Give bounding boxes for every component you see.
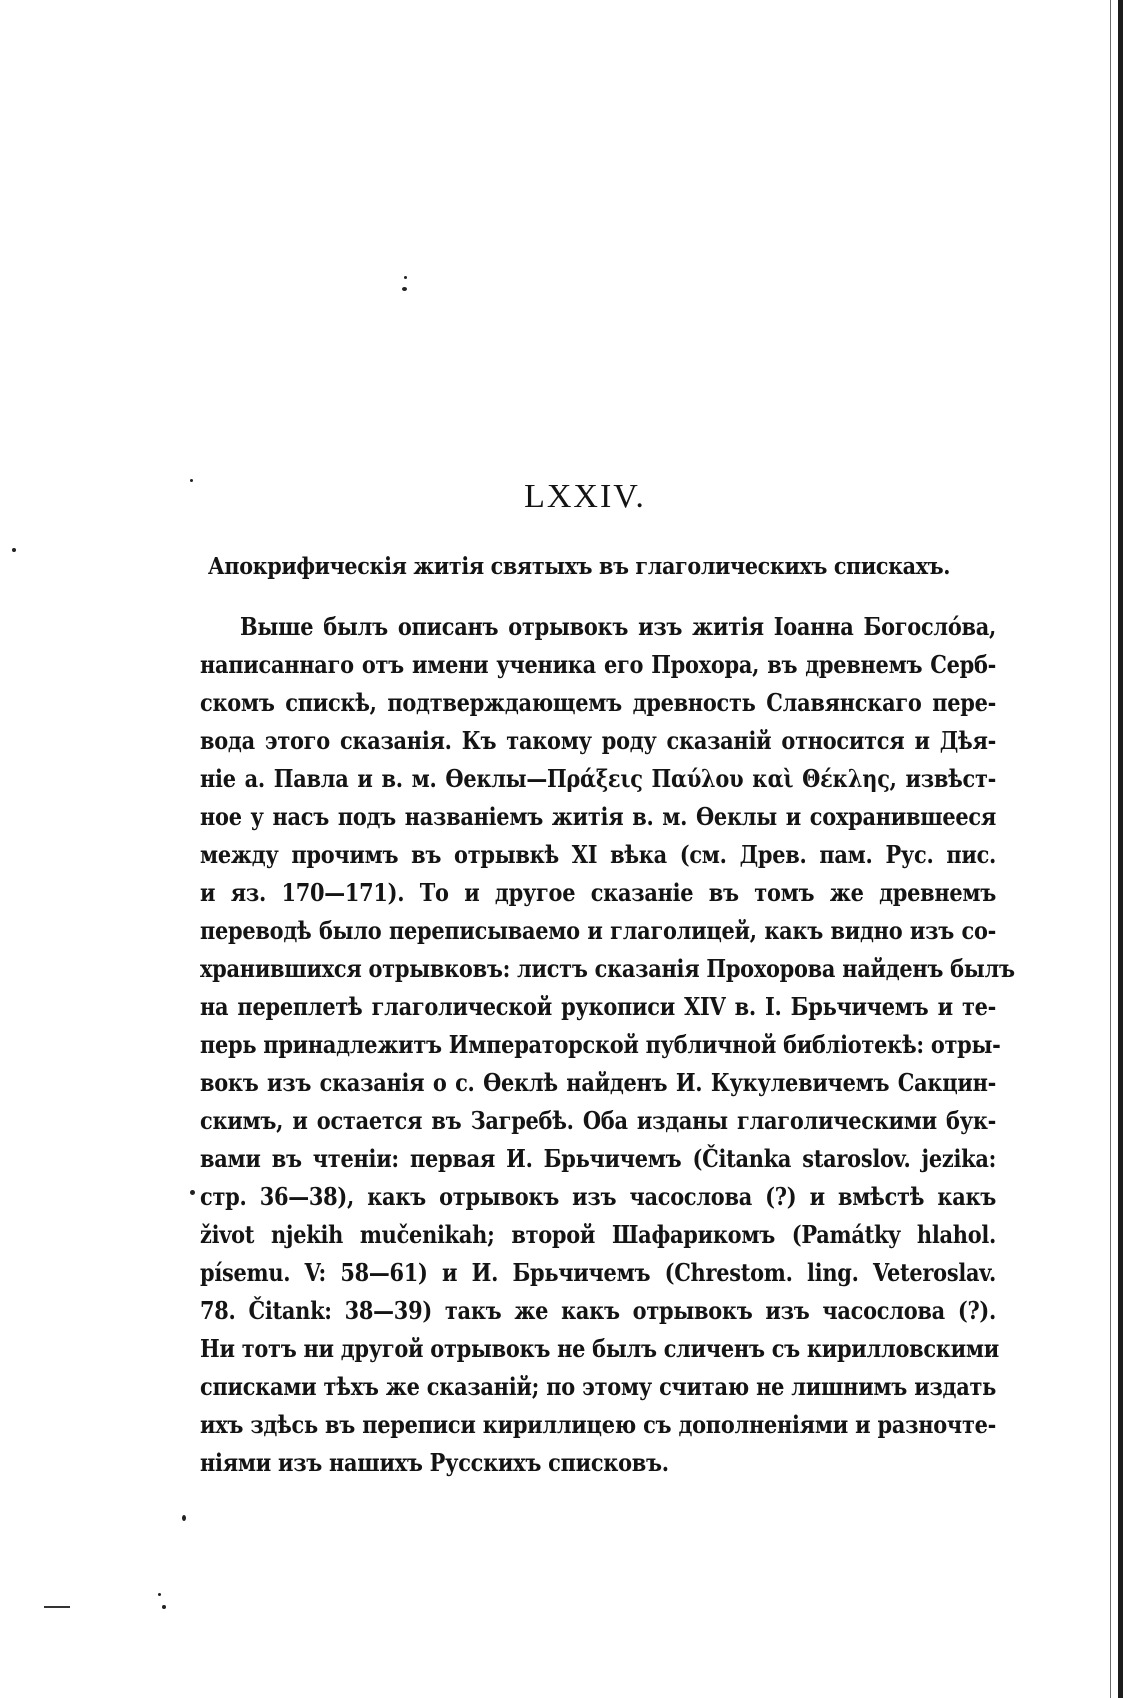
text-line: Выше былъ описанъ отрывокъ изъ житія Іоанна Богосло́ва, bbox=[240, 612, 997, 641]
text-line: написаннаго отъ имени ученика его Прохора, въ древнемъ Серб- bbox=[200, 650, 997, 679]
text-line: на переплетѣ глаголической рукописи XIV в. І. Брьчичемъ и те- bbox=[200, 992, 997, 1021]
text-line: хранившихся отрывковъ: листъ сказанія Прохорова найденъ былъ bbox=[200, 954, 1015, 983]
text-line: вода этого сказанія. Къ такому роду сказаній относится и Дѣя- bbox=[200, 726, 997, 755]
text-line: скимъ, и остается въ Загребѣ. Оба изданы глаголическими бук- bbox=[200, 1106, 997, 1135]
scan-speck bbox=[158, 1593, 161, 1596]
text-line: ихъ здѣсь въ переписи кириллицею съ дополненіями и разночте- bbox=[200, 1410, 997, 1439]
text-line: стр. 36—38), какъ отрывокъ изъ часослова (?) и вмѣстѣ какъ bbox=[200, 1182, 997, 1211]
text-line: ное у насъ подъ названіемъ житія в. м. Ѳеклы и сохранившееся bbox=[200, 802, 997, 831]
text-line: скомъ спискѣ, подтверждающемъ древность Славянскаго пере- bbox=[200, 688, 997, 717]
scan-speck bbox=[404, 276, 407, 279]
margin-mark bbox=[44, 1606, 70, 1608]
text-line: списками тѣхъ же сказаній; по этому считаю не лишнимъ издать bbox=[200, 1372, 997, 1401]
scan-speck bbox=[182, 1515, 186, 1521]
page-edge-line bbox=[1110, 0, 1111, 1698]
text-line: ніе а. Павла и в. м. Ѳеклы—Πράξεις Παύλου καὶ Θέκλης, извѣст- bbox=[200, 764, 997, 793]
scan-speck bbox=[162, 1605, 166, 1609]
binding-edge bbox=[1118, 0, 1123, 1698]
text-line: ніями изъ нашихъ Русскихъ списковъ. bbox=[200, 1448, 669, 1477]
text-line: перь принадлежитъ Императорской публичной библіотекѣ: отры- bbox=[200, 1030, 1001, 1059]
text-line: Ни тотъ ни другой отрывокъ не былъ сличенъ съ кирилловскими bbox=[200, 1334, 999, 1363]
scan-speck bbox=[402, 287, 407, 291]
scan-speck bbox=[12, 548, 16, 552]
section-number-heading: LXXIV. bbox=[524, 478, 646, 515]
text-line: переводѣ было переписываемо и глаголицей, какъ видно изъ со- bbox=[200, 916, 997, 945]
text-line: život njekih mučenikah; второй Шафарикомъ (Památky hlahol. bbox=[200, 1220, 997, 1249]
text-line: вокъ изъ сказанія о с. Ѳеклѣ найденъ И. Кукулевичемъ Сакцин- bbox=[200, 1068, 997, 1097]
text-line: 78. Čitank: 38—39) такъ же какъ отрывокъ изъ часослова (?). bbox=[200, 1296, 997, 1325]
body-paragraph bbox=[200, 608, 1015, 1482]
text-line: и яз. 170—171). То и другое сказаніе въ томъ же древнемъ bbox=[200, 878, 997, 907]
scan-speck bbox=[190, 1190, 195, 1195]
section-title: Апокрифическія житія святыхъ въ глаголическихъ спискахъ. bbox=[207, 553, 951, 580]
text-line: между прочимъ въ отрывкѣ XI вѣка (см. Древ. пам. Рус. пис. bbox=[200, 840, 997, 869]
text-line: вами въ чтеніи: первая И. Брьчичемъ (Čitanka staroslov. jezika: bbox=[200, 1144, 997, 1173]
text-line: písemu. V: 58—61) и И. Брьчичемъ (Chrestom. ling. Veteroslav. bbox=[200, 1258, 997, 1287]
